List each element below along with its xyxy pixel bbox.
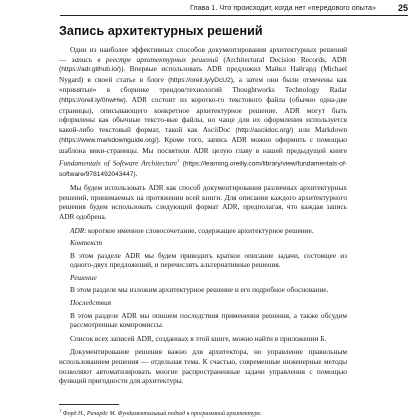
link-asciidoc[interactable]: (http://asciidoc.org/) <box>235 126 294 134</box>
context-description: В этом разделе ADR мы будем приводить краткое описание задачи, состоящее из одного-двух предложений, и перечислять альтернативные решения. <box>70 250 347 270</box>
adr-format-template <box>70 226 347 330</box>
adr-label: ADR <box>70 225 85 235</box>
italic-term: запись в реестре архитектурных решений <box>71 54 219 64</box>
section-title: Запись архитектурных решений <box>59 24 263 38</box>
consequences-label: Последствия <box>70 298 111 308</box>
text-run: , а затем они были отмечены как «принятые» в сборнике трендов/технологий Thoughtworks Technology Radar <box>59 74 347 95</box>
page-number: 25 <box>397 2 408 13</box>
text-run: . Кроме того, запись ADR можно оформить с помощью шаблона вики-страницы. Мы посвятили ADR целую главу в нашей предыдущей книге <box>59 135 347 155</box>
link-adr-github[interactable]: (https://adr.github.io/) <box>59 66 121 74</box>
footnote <box>59 407 359 418</box>
paragraph-adr-usage: Мы будем использовать ADR как способ документирования различных архитектурных решений, принимаемых на протяжении всей книги. Для описания каждого архитектурного решения будем использовать следующий формат ADR, предполагая, что каждая запись ADR одобрена. <box>59 183 347 221</box>
link-oreilly-book[interactable]: (https://learning.oreilly.com/library/view/fundamentals-of-software/9781492043447) <box>59 159 347 178</box>
paragraph-adr-intro <box>59 45 347 179</box>
body-text <box>59 45 347 390</box>
running-header <box>60 0 408 16</box>
text-run: ). Впервые использовать ADR предложил Майкл Найгард (Michael Nygard) в своей статье в блоге <box>59 64 347 84</box>
text-run: . ADR состоит из коротко-го текстового файла (обычно одна-две страницы), описывающего конкретное архитектурное решение. ADR могут быть оформлены как обычные тексто-вые файлы, но чаще для их оформления используется какой-либо текстовый формат, такой как AsciiDoc <box>59 94 347 134</box>
book-title: Fundamentals of Software Architecture <box>59 157 178 167</box>
paragraph-adr-list: Список всех записей ADR, созданных в этой книге, можно найти в приложении Б. <box>70 333 327 343</box>
context-label: Контекст <box>70 238 102 248</box>
text-run: . <box>135 168 138 178</box>
footnote-number: 1 <box>59 408 62 413</box>
link-markdown[interactable]: (https://www.markdownguide.org/) <box>59 137 159 145</box>
text-run: Один из наиболее эффективных способов документирования архитектурных решений — <box>59 45 347 64</box>
decision-description: В этом разделе мы изложим архитектурное решение и его подробное обоснование. <box>70 285 329 295</box>
footnote-divider <box>59 404 119 405</box>
paragraph-governance: Документирование решения важно для архитектора, но управление правильным использованием решения — отдельная тема. К счастью, современные инженерные методы позволяют автоматизировать многие распространенные задачи управления с помощью функций пригодности для архитектуры. <box>59 347 347 386</box>
link-tech-radar[interactable]: (https://oreil.ly/0nwHw) <box>59 96 126 104</box>
chapter-title: Глава 1. Что происходит, когда нет «передового опыта» <box>189 3 376 12</box>
footnote-text: Форд Н., Ричардс М. Фундаментальный подход к программной архитектуре. <box>62 411 262 417</box>
adr-title-item <box>70 226 347 236</box>
footnote-marker[interactable]: 1 <box>177 157 180 163</box>
adr-description: : короткое именное словосочетание, содержащее архитектурное решение. <box>84 225 314 235</box>
decision-label: Решение <box>70 272 97 282</box>
text-run: или Markdown <box>293 124 347 134</box>
text-run: (Architectural Decision Records, ADR <box>218 54 347 64</box>
consequences-description: В этом разделе ADR мы опишем последствия применения решения, а также обсудим рассмотренные компромиссы. <box>70 310 347 330</box>
link-nygard-blog[interactable]: (https://oreil.ly/yDcU2) <box>168 76 233 84</box>
